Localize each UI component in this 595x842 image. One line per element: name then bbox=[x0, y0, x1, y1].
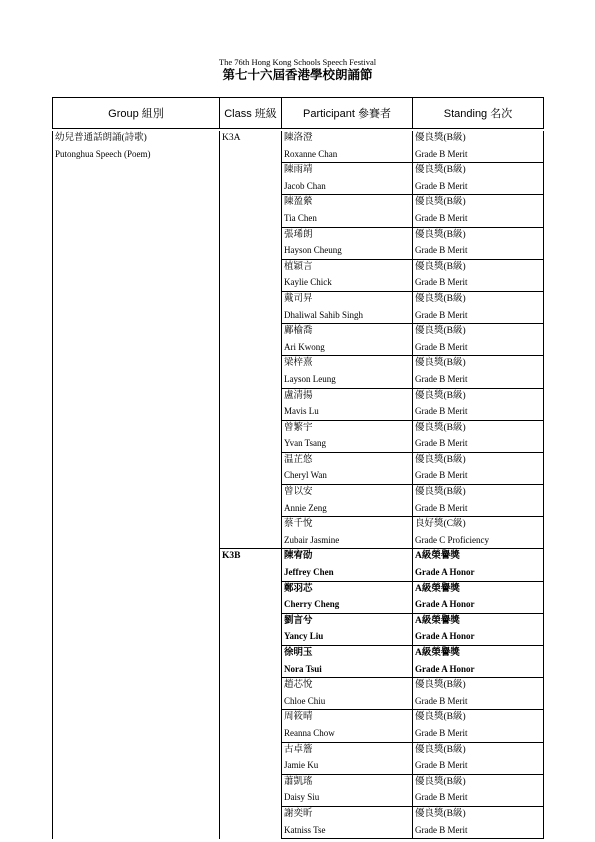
participant-name-en: Yancy Liu bbox=[284, 631, 324, 642]
standing-cell bbox=[413, 195, 544, 227]
standing-zh: 優良獎(B級) bbox=[415, 358, 466, 369]
participant-cell bbox=[282, 806, 413, 838]
standing-cell bbox=[413, 388, 544, 420]
standing-en: Grade B Merit bbox=[415, 727, 468, 738]
participant-name-en: Jeffrey Chen bbox=[284, 567, 334, 578]
participant-name-en: Dhaliwal Sahib Singh bbox=[284, 309, 363, 320]
festival-title-zh: 第七十六屆香港學校朗誦節 bbox=[222, 68, 373, 82]
standing-cell bbox=[413, 291, 544, 323]
standing-en: Grade A Honor bbox=[415, 631, 475, 642]
standing-zh: 優良獎(B級) bbox=[415, 293, 466, 304]
standing-cell bbox=[413, 774, 544, 806]
standing-cell bbox=[413, 678, 544, 710]
column-header-participant: Participant 參賽者 bbox=[282, 98, 413, 129]
standing-cell bbox=[413, 710, 544, 742]
group-name-en: Putonghua Speech (Poem) bbox=[55, 148, 151, 159]
participant-cell bbox=[282, 420, 413, 452]
participant-name-zh: 徐明玉 bbox=[284, 648, 313, 658]
festival-title-en: The 76th Hong Kong Schools Speech Festival bbox=[218, 57, 377, 67]
standing-en: Grade B Merit bbox=[415, 792, 468, 803]
participant-name-en: Cheryl Wan bbox=[284, 470, 327, 481]
standing-en: Grade C Proficiency bbox=[415, 534, 489, 545]
participant-name-zh: 劉言兮 bbox=[284, 615, 313, 626]
participant-name-en: Cherry Cheng bbox=[284, 599, 340, 610]
participant-name-zh: 曾以安 bbox=[284, 487, 313, 498]
participant-name-en: Yvan Tsang bbox=[284, 438, 327, 449]
standing-zh: 優良獎(B級) bbox=[415, 261, 466, 272]
class-cell bbox=[220, 131, 282, 549]
standing-en: Grade A Honor bbox=[415, 567, 475, 578]
participant-name-en: Jamie Ku bbox=[284, 760, 319, 771]
participant-cell bbox=[282, 613, 413, 645]
standing-cell bbox=[413, 549, 544, 581]
standing-en: Grade B Merit bbox=[415, 695, 468, 706]
participant-name-zh: 鄺榆喬 bbox=[284, 326, 313, 337]
standing-cell bbox=[413, 324, 544, 356]
participant-name-zh: 陳雨靖 bbox=[284, 165, 313, 176]
participant-cell bbox=[282, 259, 413, 291]
participant-name-en: Jacob Chan bbox=[284, 180, 326, 191]
standing-cell bbox=[413, 356, 544, 388]
page-header bbox=[0, 57, 595, 83]
standing-zh: 優良獎(B級) bbox=[415, 776, 466, 787]
standing-cell bbox=[413, 646, 544, 678]
standing-en: Grade B Merit bbox=[415, 245, 468, 256]
participant-cell bbox=[282, 581, 413, 613]
standing-zh: 優良獎(B級) bbox=[415, 680, 466, 691]
participant-name-en: Ari Kwong bbox=[284, 341, 325, 352]
class-cell bbox=[220, 549, 282, 839]
standing-cell bbox=[413, 420, 544, 452]
standing-en: Grade B Merit bbox=[415, 180, 468, 191]
standing-en: Grade B Merit bbox=[415, 309, 468, 320]
table-header-row bbox=[53, 98, 544, 129]
participant-name-zh: 蕭凱瑤 bbox=[284, 776, 313, 787]
column-header-class: Class 班級 bbox=[220, 98, 282, 129]
group-name-zh: 幼兒普通話朗誦(詩歌) bbox=[55, 133, 147, 143]
standing-en: Grade B Merit bbox=[415, 373, 468, 384]
standing-en: Grade B Merit bbox=[415, 148, 468, 159]
participant-cell bbox=[282, 485, 413, 517]
class-name: K3A bbox=[222, 133, 241, 143]
participant-cell bbox=[282, 517, 413, 549]
participant-cell bbox=[282, 388, 413, 420]
standing-cell bbox=[413, 259, 544, 291]
participant-name-zh: 陳宥劭 bbox=[284, 551, 313, 562]
standing-zh: 優良獎(B級) bbox=[415, 487, 466, 498]
participant-name-zh: 梁梓熹 bbox=[284, 358, 313, 369]
participant-name-zh: 張琋朗 bbox=[284, 229, 313, 240]
standing-zh: 優良獎(B級) bbox=[415, 712, 466, 723]
participant-name-en: Chloe Chiu bbox=[284, 695, 326, 706]
standing-zh: A級榮譽獎 bbox=[415, 648, 460, 658]
participant-cell bbox=[282, 710, 413, 742]
class-name: K3B bbox=[222, 551, 241, 562]
participant-name-zh: 陳盈縈 bbox=[284, 197, 313, 208]
participant-name-zh: 曾繁宇 bbox=[284, 422, 313, 433]
standing-en: Grade B Merit bbox=[415, 212, 468, 223]
column-header-group: Group 組別 bbox=[53, 98, 220, 129]
standing-zh: 優良獎(B級) bbox=[415, 326, 466, 337]
standing-cell bbox=[413, 485, 544, 517]
participant-name-en: Mavis Lu bbox=[284, 406, 319, 417]
standing-zh: 優良獎(B級) bbox=[415, 133, 466, 143]
participant-cell bbox=[282, 163, 413, 195]
standing-zh: 優良獎(B級) bbox=[415, 165, 466, 176]
participant-cell bbox=[282, 195, 413, 227]
participant-cell bbox=[282, 291, 413, 323]
results-table bbox=[52, 97, 544, 839]
standing-en: Grade B Merit bbox=[415, 502, 468, 513]
participant-cell bbox=[282, 356, 413, 388]
standing-en: Grade B Merit bbox=[415, 406, 468, 417]
participant-cell bbox=[282, 678, 413, 710]
participant-name-zh: 植穎言 bbox=[284, 261, 313, 272]
participant-cell bbox=[282, 324, 413, 356]
standing-zh: A級榮譽獎 bbox=[415, 583, 460, 594]
standing-en: Grade B Merit bbox=[415, 438, 468, 449]
participant-name-en: Daisy Siu bbox=[284, 792, 320, 803]
participant-name-en: Layson Leung bbox=[284, 373, 336, 384]
standing-zh: 優良獎(B級) bbox=[415, 197, 466, 208]
participant-cell bbox=[282, 549, 413, 581]
participant-name-zh: 陳洛澄 bbox=[284, 133, 313, 143]
standing-zh: 優良獎(B級) bbox=[415, 422, 466, 433]
participant-cell bbox=[282, 742, 413, 774]
results-body bbox=[53, 129, 544, 839]
participant-name-zh: 謝奕昕 bbox=[284, 808, 313, 819]
standing-zh: 優良獎(B級) bbox=[415, 808, 466, 819]
group-cell bbox=[53, 131, 220, 839]
standing-cell bbox=[413, 517, 544, 549]
standing-zh: 良好獎(C級) bbox=[415, 519, 466, 530]
participant-name-en: Nora Tsui bbox=[284, 663, 322, 674]
standing-zh: 優良獎(B級) bbox=[415, 390, 466, 401]
participant-name-en: Roxanne Chan bbox=[284, 148, 338, 159]
standing-en: Grade B Merit bbox=[415, 824, 468, 835]
standing-zh: 優良獎(B級) bbox=[415, 454, 466, 465]
standing-cell bbox=[413, 581, 544, 613]
standing-zh: A級榮譽獎 bbox=[415, 615, 460, 626]
standing-en: Grade A Honor bbox=[415, 599, 475, 610]
standing-zh: A級榮譽獎 bbox=[415, 551, 460, 562]
standing-en: Grade B Merit bbox=[415, 277, 468, 288]
participant-name-zh: 戴司昇 bbox=[284, 293, 313, 304]
participant-name-zh: 鄭羽芯 bbox=[284, 583, 313, 594]
participant-name-en: Annie Zeng bbox=[284, 502, 327, 513]
standing-zh: 優良獎(B級) bbox=[415, 229, 466, 240]
participant-name-en: Katniss Tse bbox=[284, 824, 326, 835]
standing-cell bbox=[413, 227, 544, 259]
standing-en: Grade B Merit bbox=[415, 470, 468, 481]
table-row bbox=[53, 131, 544, 163]
participant-name-zh: 趙芯悅 bbox=[284, 680, 313, 691]
participant-cell bbox=[282, 227, 413, 259]
column-header-standing: Standing 名次 bbox=[413, 98, 544, 129]
participant-name-zh: 蔡千悅 bbox=[284, 519, 313, 530]
participant-name-zh: 盧清揚 bbox=[284, 390, 313, 401]
participant-cell bbox=[282, 646, 413, 678]
standing-cell bbox=[413, 806, 544, 838]
standing-cell bbox=[413, 452, 544, 484]
standing-en: Grade A Honor bbox=[415, 663, 475, 674]
standing-cell bbox=[413, 742, 544, 774]
participant-name-en: Kaylie Chick bbox=[284, 277, 332, 288]
participant-cell bbox=[282, 774, 413, 806]
participant-name-zh: 周筱晴 bbox=[284, 712, 313, 723]
standing-en: Grade B Merit bbox=[415, 760, 468, 771]
standing-cell bbox=[413, 163, 544, 195]
standing-en: Grade B Merit bbox=[415, 341, 468, 352]
standing-cell bbox=[413, 131, 544, 163]
participant-name-zh: 古卓簷 bbox=[284, 744, 313, 755]
participant-name-en: Reanna Chow bbox=[284, 727, 335, 738]
participant-cell bbox=[282, 131, 413, 163]
participant-name-en: Hayson Cheung bbox=[284, 245, 342, 256]
participant-name-zh: 温芷悠 bbox=[284, 454, 313, 465]
standing-zh: 優良獎(B級) bbox=[415, 744, 466, 755]
participant-name-en: Zubair Jasmine bbox=[284, 534, 340, 545]
participant-name-en: Tia Chen bbox=[284, 212, 317, 223]
participant-cell bbox=[282, 452, 413, 484]
standing-cell bbox=[413, 613, 544, 645]
